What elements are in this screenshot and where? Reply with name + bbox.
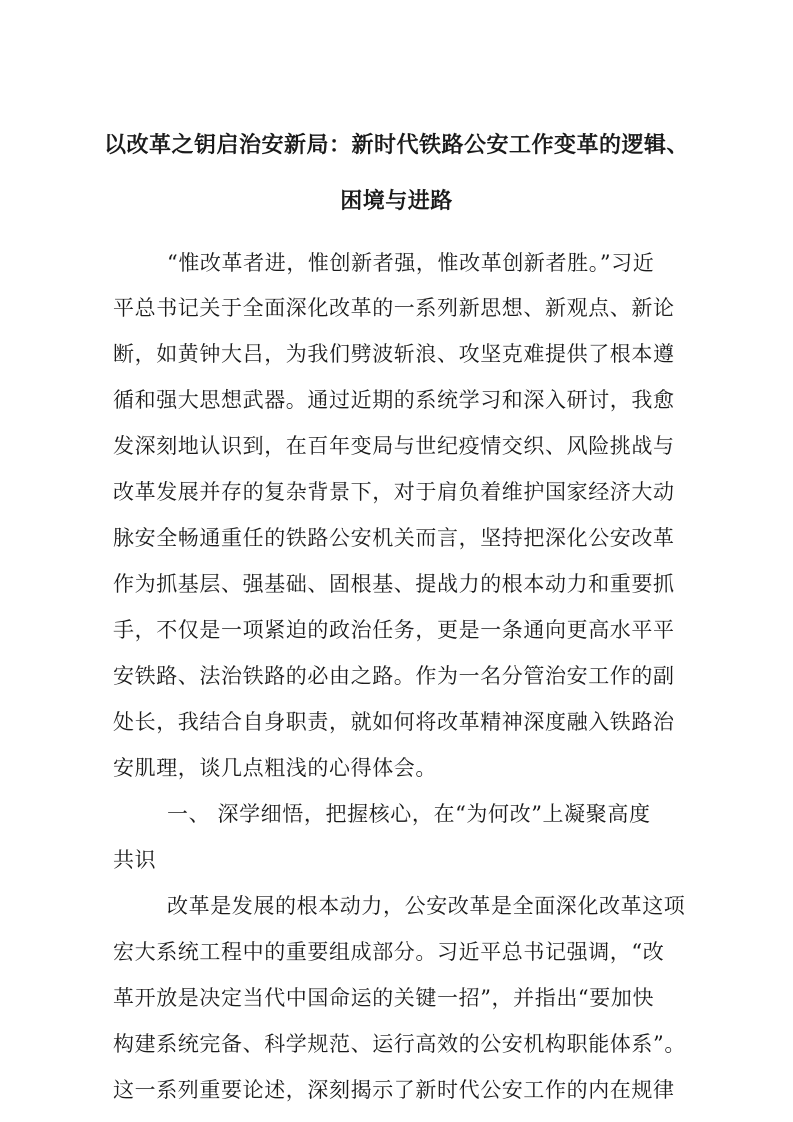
- document-body: [113, 0, 693, 1122]
- paragraph-1-line: 安肌理，谈几点粗浅的心得体会。: [113, 756, 437, 780]
- paragraph-1-line: 平总书记关于全面深化改革的一系列新思想、新观点、新论: [113, 296, 675, 320]
- paragraph-1-line: 手，不仅是一项紧迫的政治任务，更是一条通向更高水平平: [113, 618, 675, 642]
- paragraph-1-line: 安铁路、法治铁路的必由之路。作为一名分管治安工作的副: [113, 664, 675, 688]
- paragraph-2-line: 宏大系统工程中的重要组成部分。习近平总书记强调，“改: [113, 940, 665, 964]
- paragraph-2-line: 这一系列重要论述，深刻揭示了新时代公安工作的内在规律: [113, 1078, 675, 1102]
- paragraph-1-line: 作为抓基层、强基础、固根基、提战力的根本动力和重要抓: [113, 572, 675, 596]
- paragraph-1-line: 改革发展并存的复杂背景下，对于肩负着维护国家经济大动: [113, 480, 675, 504]
- paragraph-1-line: 断，如黄钟大吕，为我们劈波斩浪、攻坚克难提供了根本遵: [113, 342, 675, 366]
- paragraph-1-line: “惟改革者进，惟创新者强，惟改革创新者胜。”习近: [167, 251, 655, 275]
- paragraph-1-line: 脉安全畅通重任的铁路公安机关而言，坚持把深化公安改革: [113, 526, 675, 550]
- paragraph-1-line: 发深刻地认识到，在百年变局与世纪疫情交织、风险挑战与: [113, 434, 675, 458]
- paragraph-1-line: 循和强大思想武器。通过近期的系统学习和深入研讨，我愈: [113, 388, 675, 412]
- document-title-line-2: 困境与进路: [340, 188, 453, 214]
- heading-1-line: 一、 深学细悟，把握核心，在“为何改”上凝聚高度: [167, 802, 651, 826]
- heading-1-line: 共识: [113, 848, 157, 872]
- document-title-line-1: 以改革之钥启治安新局：新时代铁路公安工作变革的逻辑、: [103, 132, 689, 158]
- paragraph-2-line: 构建系统完备、科学规范、运行高效的公安机构职能体系”。: [113, 1032, 686, 1056]
- paragraph-2-line: 改革是发展的根本动力，公安改革是全面深化改革这项: [167, 894, 686, 918]
- paragraph-1-line: 处长，我结合自身职责，就如何将改革精神深度融入铁路治: [113, 710, 675, 734]
- paragraph-2-line: 革开放是决定当代中国命运的关键一招”，并指出“要加快: [113, 986, 655, 1010]
